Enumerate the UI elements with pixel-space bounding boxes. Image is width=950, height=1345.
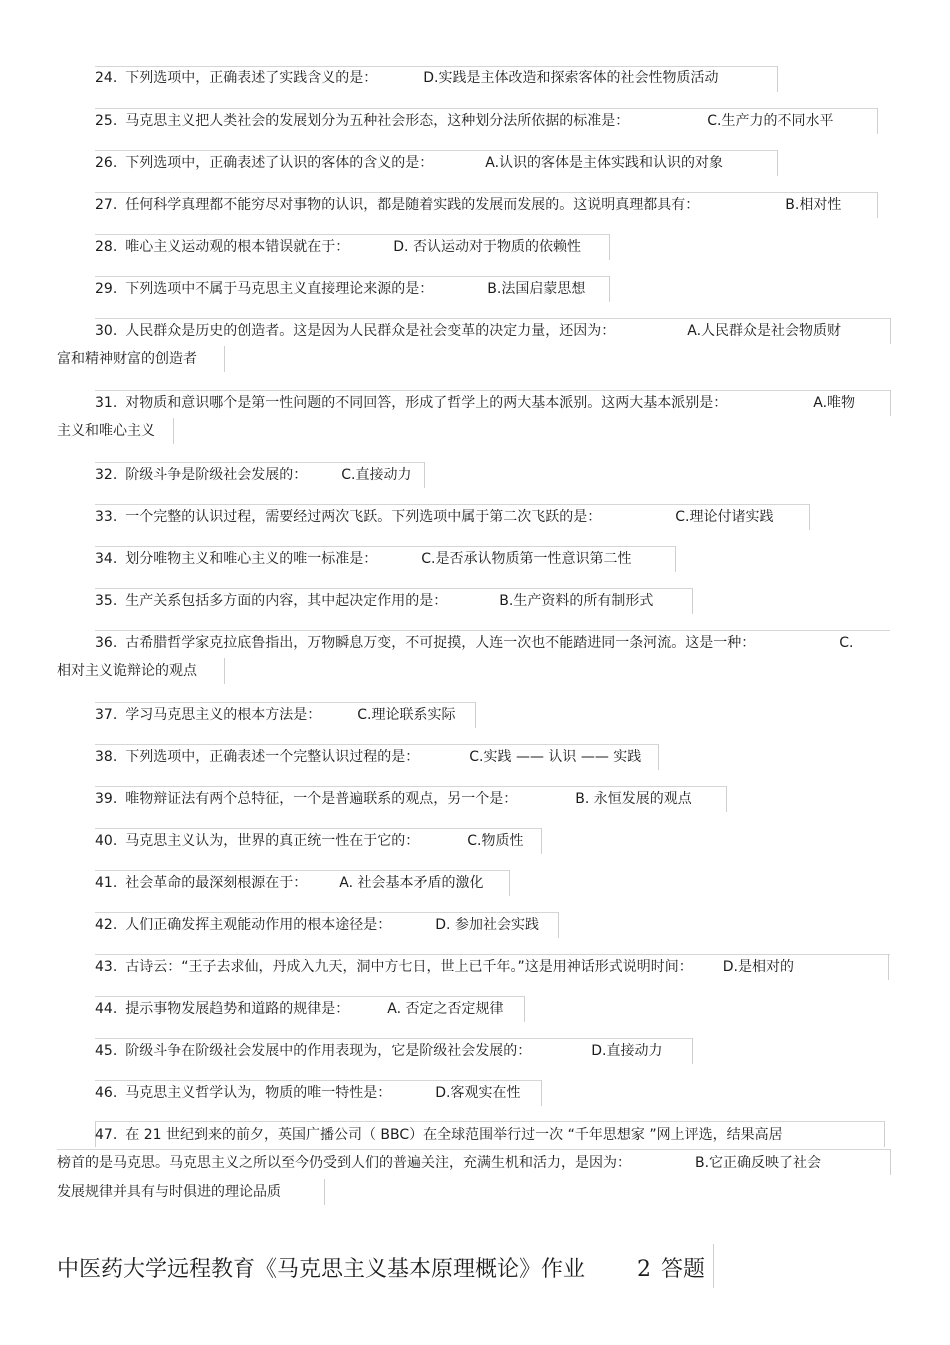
row-rule: [890, 1149, 891, 1175]
question-number: 35.: [95, 593, 118, 609]
question-33: [95, 503, 774, 531]
question-number: 28.: [95, 239, 118, 255]
question-answer: A.认识的客体是主体实践和认识的对象: [485, 155, 724, 171]
question-38: [95, 743, 641, 771]
question-answer: A. 否定之否定规律: [387, 1001, 504, 1017]
question-number: 32.: [95, 467, 118, 483]
question-number: 47.: [95, 1127, 118, 1143]
heading-suffix: 答题: [661, 1257, 706, 1282]
row-rule: [713, 1244, 714, 1288]
question-number: 40.: [95, 833, 118, 849]
row-rule: [609, 234, 610, 260]
question-answer: C.理论联系实际: [357, 707, 456, 723]
question-30-continuation: 富和精神财富的创造者: [57, 351, 197, 367]
question-answer: C.物质性: [467, 833, 524, 849]
question-28: [95, 233, 581, 261]
question-number: 39.: [95, 791, 118, 807]
row-rule: [777, 150, 778, 176]
question-34: [95, 545, 632, 573]
question-36-continuation: 相对主义诡辩论的观点: [57, 663, 197, 679]
question-number: 37.: [95, 707, 118, 723]
question-40: [95, 827, 524, 855]
question-answer: B.生产资料的所有制形式: [499, 593, 654, 609]
question-29: [95, 275, 585, 303]
question-number: 25.: [95, 113, 118, 129]
question-answer: C.是否承认物质第一性意识第二性: [421, 551, 632, 567]
section-heading: [57, 1252, 705, 1288]
question-number: 33.: [95, 509, 118, 525]
row-rule: [692, 588, 693, 614]
question-31-continuation: 主义和唯心主义: [57, 423, 155, 439]
question-31: [95, 389, 855, 417]
question-text: 下列选项中不属于马克思主义直接理论来源的是：: [125, 281, 434, 297]
question-text-continued: 榜首的是马克思。马克思主义之所以至今仍受到人们的普遍关注，充满生机和活力，是因为：: [57, 1155, 631, 1171]
question-answer: D.实践是主体改造和探索客体的社会性物质活动: [423, 70, 719, 86]
row-rule: [658, 744, 659, 770]
row-rule: [884, 1121, 885, 1147]
question-24: [95, 64, 719, 92]
row-rule: [541, 1080, 542, 1106]
question-47-continuation-2: 发展规律并具有与时俱进的理论品质: [57, 1184, 281, 1200]
question-text: 学习马克思主义的根本方法是：: [125, 707, 322, 723]
question-text: 人们正确发挥主观能动作用的根本途径是：: [125, 917, 392, 933]
question-number: 41.: [95, 875, 118, 891]
row-rule: [509, 870, 510, 896]
question-35: [95, 587, 653, 615]
question-answer: A.唯物: [813, 395, 856, 411]
question-text: 生产关系包括多方面的内容，其中起决定作用的是：: [125, 593, 448, 609]
question-text: 划分唯物主义和唯心主义的唯一标准是：: [125, 551, 378, 567]
question-answer: C.实践 —— 认识 —— 实践: [469, 749, 642, 765]
question-answer: D. 否认运动对于物质的依赖性: [393, 239, 581, 255]
question-answer: B.相对性: [785, 197, 842, 213]
question-answer: D.直接动力: [591, 1043, 663, 1059]
row-rule: [877, 108, 878, 134]
row-rule: [675, 546, 676, 572]
row-rule: [524, 996, 525, 1022]
question-text: 人民群众是历史的创造者。这是因为人民群众是社会变革的决定力量，还因为：: [125, 323, 616, 339]
question-answer: B. 永恒发展的观点: [575, 791, 692, 807]
question-answer: D.是相对的: [722, 959, 795, 975]
row-rule: [609, 276, 610, 302]
question-44: [95, 995, 504, 1023]
question-39: [95, 785, 692, 813]
question-text: 古希腊哲学家克拉底鲁指出，万物瞬息万变，不可捉摸，人连一次也不能踏进同一条河流。这是一种：: [125, 635, 756, 651]
row-rule: [475, 702, 476, 728]
question-text: 阶级斗争在阶级社会发展中的作用表现为，它是阶级社会发展的：: [125, 1043, 532, 1059]
question-number: 38.: [95, 749, 118, 765]
question-46: [95, 1079, 521, 1107]
row-rule: [224, 346, 225, 372]
question-text: 下列选项中，正确表述了实践含义的是：: [125, 70, 378, 86]
question-answer: C.理论付诸实践: [675, 509, 774, 525]
question-text: 马克思主义认为，世界的真正统一性在于它的：: [125, 833, 420, 849]
question-number: 29.: [95, 281, 118, 297]
question-number: 43.: [95, 959, 118, 975]
question-30: [95, 317, 841, 345]
row-rule: [777, 66, 778, 92]
question-32: [95, 461, 412, 489]
question-text: 在 21 世纪到来的前夕，英国广播公司（ BBC）在全球范围举行过一次 “千年思想家 ”网上评选，结果高居: [125, 1127, 783, 1143]
question-text: 社会革命的最深刻根源在于：: [125, 875, 308, 891]
heading-number: 2: [637, 1257, 652, 1282]
question-text: 一个完整的认识过程，需要经过两次飞跃。下列选项中属于第二次飞跃的是：: [125, 509, 602, 525]
question-number: 24.: [95, 70, 118, 86]
question-text: 马克思主义把人类社会的发展划分为五种社会形态，这种划分法所依据的标准是：: [125, 113, 630, 129]
question-27: [95, 191, 841, 219]
question-answer: A.人民群众是社会物质财: [687, 323, 842, 339]
row-rule: [324, 1179, 325, 1205]
question-text: 下列选项中，正确表述了认识的客体的含义的是：: [125, 155, 434, 171]
question-answer: C.直接动力: [341, 467, 412, 483]
question-text: 提示事物发展趋势和道路的规律是：: [125, 1001, 350, 1017]
question-answer: B.它正确反映了社会: [695, 1155, 822, 1171]
question-text: 阶级斗争是阶级社会发展的：: [125, 467, 308, 483]
question-text: 下列选项中，正确表述一个完整认识过程的是：: [125, 749, 420, 765]
question-42: [95, 911, 539, 939]
question-text: 古诗云：“王子去求仙，丹成入九天，洞中方七日，世上已千年。”这是用神话形式说明时间：: [125, 959, 693, 975]
question-answer: B.法国启蒙思想: [487, 281, 586, 297]
row-rule: [173, 418, 174, 444]
question-number: 31.: [95, 395, 118, 411]
question-number: 45.: [95, 1043, 118, 1059]
question-26: [95, 149, 723, 177]
question-answer: C.生产力的不同水平: [707, 113, 834, 129]
question-number: 36.: [95, 635, 118, 651]
question-number: 44.: [95, 1001, 118, 1017]
question-45: [95, 1037, 663, 1065]
question-answer: A. 社会基本矛盾的激化: [339, 875, 484, 891]
question-number: 30.: [95, 323, 118, 339]
row-rule: [877, 192, 878, 218]
row-rule: [809, 504, 810, 530]
row-rule: [424, 462, 425, 488]
question-43: [95, 953, 794, 981]
question-text: 对物质和意识哪个是第一性问题的不同回答，形成了哲学上的两大基本派别。这两大基本派别是：: [125, 395, 728, 411]
question-answer: D. 参加社会实践: [435, 917, 539, 933]
question-47-continuation: [57, 1149, 821, 1177]
row-rule: [558, 912, 559, 938]
row-rule: [726, 786, 727, 812]
row-rule: [541, 828, 542, 854]
question-number: 26.: [95, 155, 118, 171]
row-rule: [224, 658, 225, 684]
question-number: 46.: [95, 1085, 118, 1101]
question-36: [95, 629, 854, 657]
question-text: 唯心主义运动观的根本错误就在于：: [125, 239, 350, 255]
row-rule: [692, 1038, 693, 1064]
heading-prefix: 中医药大学远程教育《马克思主义基本原理概论》作业: [57, 1257, 586, 1282]
question-number: 27.: [95, 197, 118, 213]
question-41: [95, 869, 484, 897]
question-answer: D.客观实在性: [435, 1085, 521, 1101]
question-37: [95, 701, 456, 729]
row-rule: [890, 318, 891, 344]
question-47: [95, 1121, 783, 1149]
question-text: 唯物辩证法有两个总特征，一个是普遍联系的观点，另一个是：: [125, 791, 518, 807]
question-25: [95, 107, 834, 135]
question-answer: C.: [839, 635, 854, 651]
row-rule: [888, 954, 889, 980]
question-text: 任何科学真理都不能穷尽对事物的认识，都是随着实践的发展而发展的。这说明真理都具有：: [125, 197, 700, 213]
question-text: 马克思主义哲学认为，物质的唯一特性是：: [125, 1085, 392, 1101]
row-rule: [890, 390, 891, 416]
question-number: 34.: [95, 551, 118, 567]
question-number: 42.: [95, 917, 118, 933]
